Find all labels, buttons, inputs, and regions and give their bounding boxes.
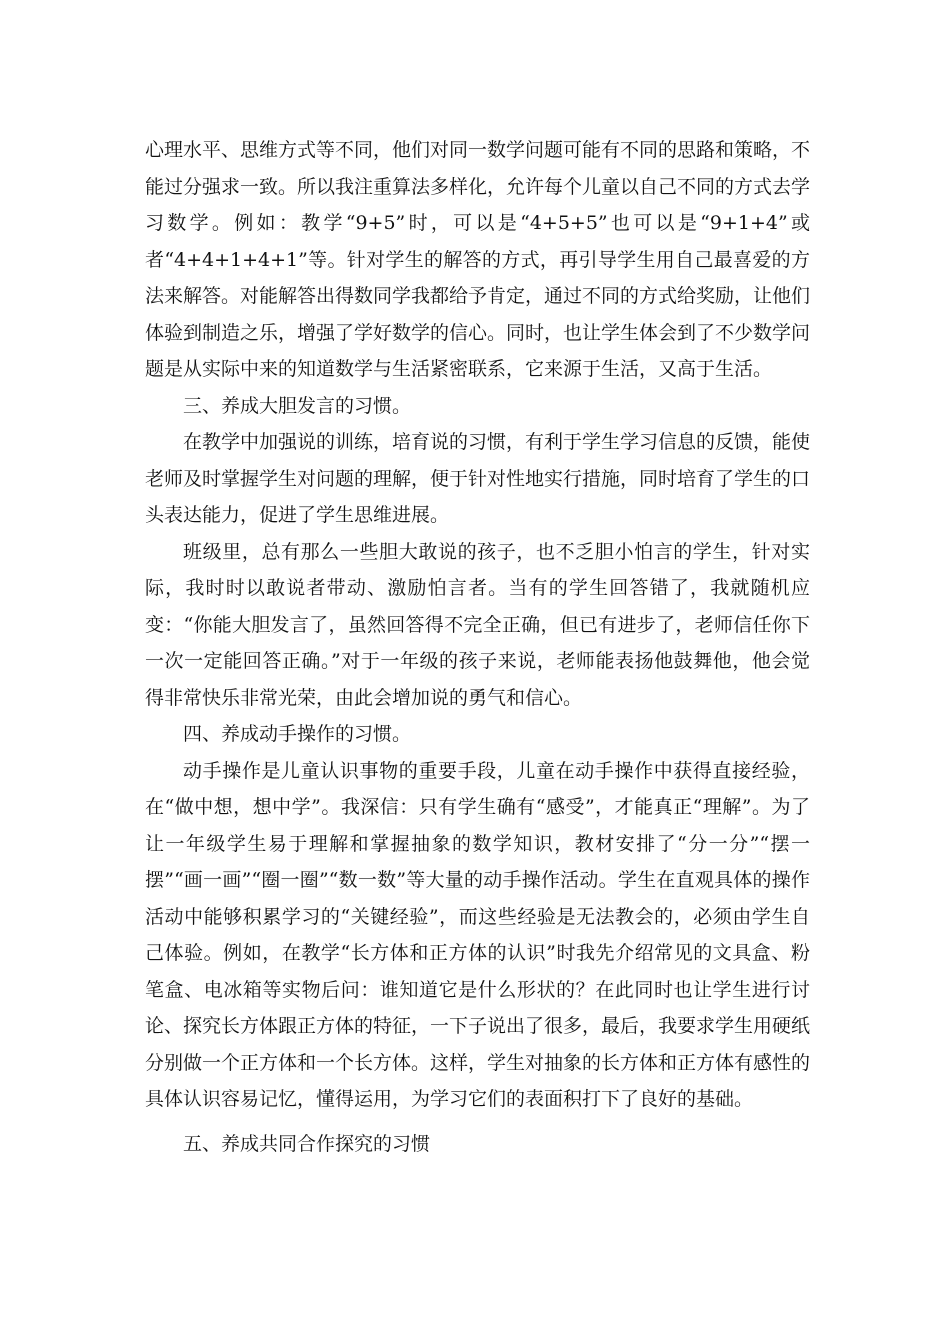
section-heading-5: 五、养成共同合作探究的习惯 [183, 1132, 431, 1155]
document-body [145, 132, 810, 1162]
paragraph-hands-on: 动手操作是儿童认识事物的重要手段，儿童在动手操作中获得直接经验，在“做中想，想中学”。我深信：只有学生确有“感受”，才能真正“理解”。为了让一年级学生易于理解和掌握抽象的数学知识，教材安排了“分一分”“摆一摆”“画一画”“圈一圈”“数一数”等大量的动手操作活动。学生在直观具体的操作活动中能够积累学习的“关键经验”，而这些经验是无法教会的，必须由学生自己体验。例如，在教学“长方体和正方体的认识”时我先介绍常见的文具盒、粉笔盒、电冰箱等实物后问：谁知道它是什么形状的？在此同时也让学生进行讨论、探究长方体跟正方体的特征，一下子说出了很多，最后，我要求学生用硬纸分别做一个正方体和一个长方体。这样，学生对抽象的长方体和正方体有感性的具体认识容易记忆，懂得运用，为学习它们的表面积打下了良好的基础。 [145, 759, 811, 1110]
paragraph-continuation: 心理水平、思维方式等不同，他们对同一数学问题可能有不同的思路和策略，不能过分强求一致。所以我注重算法多样化，允许每个儿童以自己不同的方式去学习数学。例如：教学“9+5”时，可以是“4+5+5”也可以是“9+1+4”或者“4+4+1+4+1”等。针对学生的解答的方式，再引导学生用自己最喜爱的方法来解答。对能解答出得数同学我都给予肯定，通过不同的方式给奖励，让他们体验到制造之乐，增强了学好数学的信心。同时，也让学生体会到了不少数学问题是从实际中来的知道数学与生活紧密联系，它来源于生活，又高于生活。 [145, 139, 811, 380]
paragraph-speaking-training: 在教学中加强说的训练，培育说的习惯，有利于学生学习信息的反馈，能使老师及时掌握学生对问题的理解，便于针对性地实行措施，同时培育了学生的口头表达能力，促进了学生思维进展。 [145, 431, 811, 526]
paragraph-classroom-encouragement: 班级里，总有那么一些胆大敢说的孩子，也不乏胆小怕言的学生，针对实际，我时时以敢说者带动、激励怕言者。当有的学生回答错了，我就随机应变：“你能大胆发言了，虽然回答得不完全正确，但已有进步了，老师信任你下一次一定能回答正确。”对于一年级的孩子来说，老师能表扬他鼓舞他，他会觉得非常快乐非常光荣，由此会增加说的勇气和信心。 [145, 540, 810, 709]
section-heading-4: 四、养成动手操作的习惯。 [183, 723, 412, 745]
section-heading-3: 三、养成大胆发言的习惯。 [183, 394, 412, 417]
